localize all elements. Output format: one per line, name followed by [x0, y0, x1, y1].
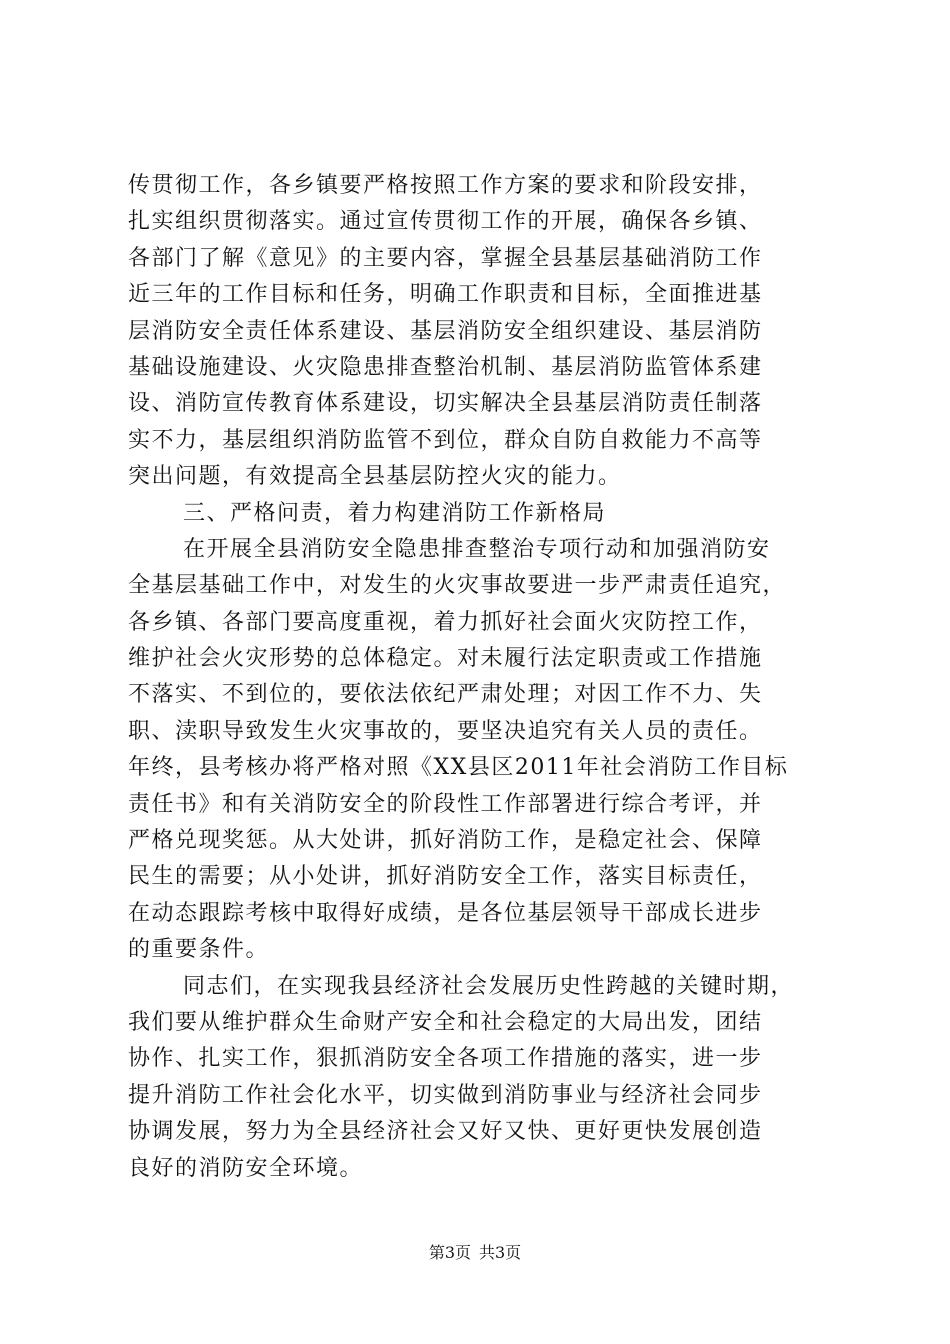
text-line: 职、渎职导致发生火灾事故的，要坚决追究有关人员的责任。	[128, 718, 763, 744]
text-line: 我们要从维护群众生命财产安全和社会稳定的大局出发，团结	[128, 1009, 763, 1035]
text-line: 不落实、不到位的，要依法依纪严肃处理；对因工作不力、失	[128, 682, 763, 708]
text-line: 年终，县考核办将严格对照《XX县区2011年社会消防工作目标	[128, 755, 789, 781]
page-total: 共3页	[479, 1243, 522, 1262]
text-line: 设、消防宣传教育体系建设，切实解决全县基层消防责任制落	[128, 391, 763, 417]
document-body	[128, 168, 828, 1187]
text-line: 扎实组织贯彻落实。通过宣传贯彻工作的开展，确保各乡镇、	[128, 209, 763, 235]
text-line: 实不力，基层组织消防监管不到位，群众自防自救能力不高等	[128, 427, 763, 453]
text-line: 层消防安全责任体系建设、基层消防安全组织建设、基层消防	[128, 318, 763, 344]
text-line: 三、严格问责，着力构建消防工作新格局	[183, 500, 607, 526]
text-line: 协调发展，努力为全县经济社会又好又快、更好更快发展创造	[128, 1119, 763, 1145]
text-line: 全基层基础工作中，对发生的火灾事故要进一步严肃责任追究，	[128, 573, 787, 599]
text-line: 突出问题，有效提高全县基层防控火灾的能力。	[128, 464, 622, 490]
text-line: 维护社会火灾形势的总体稳定。对未履行法定职责或工作措施	[128, 646, 763, 672]
text-line: 近三年的工作目标和任务，明确工作职责和目标，全面推进基	[128, 282, 763, 308]
text-line: 提升消防工作社会化水平，切实做到消防事业与经济社会同步	[128, 1082, 763, 1108]
text-line: 在动态跟踪考核中取得好成绩，是各位基层领导干部成长进步	[128, 900, 763, 926]
text-line: 在开展全县消防安全隐患排查整治专项行动和加强消防安	[183, 536, 771, 562]
text-line: 各乡镇、各部门要高度重视，着力抓好社会面火灾防控工作，	[128, 609, 763, 635]
page-number: 第3页	[428, 1243, 471, 1262]
text-line: 民生的需要；从小处讲，抓好消防安全工作，落实目标责任，	[128, 864, 763, 890]
text-line: 协作、扎实工作，狠抓消防安全各项工作措施的落实，进一步	[128, 1046, 763, 1072]
text-line: 各部门了解《意见》的主要内容，掌握全县基层基础消防工作	[128, 245, 763, 271]
text-line: 传贯彻工作，各乡镇要严格按照工作方案的要求和阶段安排，	[128, 173, 763, 198]
text-line: 良好的消防安全环境。	[128, 1155, 364, 1181]
page-footer	[0, 1243, 950, 1263]
text-line: 严格兑现奖惩。从大处讲，抓好消防工作，是稳定社会、保障	[128, 828, 763, 854]
text-line: 责任书》和有关消防安全的阶段性工作部署进行综合考评，并	[128, 791, 763, 817]
text-line: 的重要条件。	[128, 937, 270, 963]
text-line: 基础设施建设、火灾隐患排查整治机制、基层消防监管体系建	[128, 354, 763, 380]
text-line: 同志们，在实现我县经济社会发展历史性跨越的关键时期，	[183, 973, 795, 999]
